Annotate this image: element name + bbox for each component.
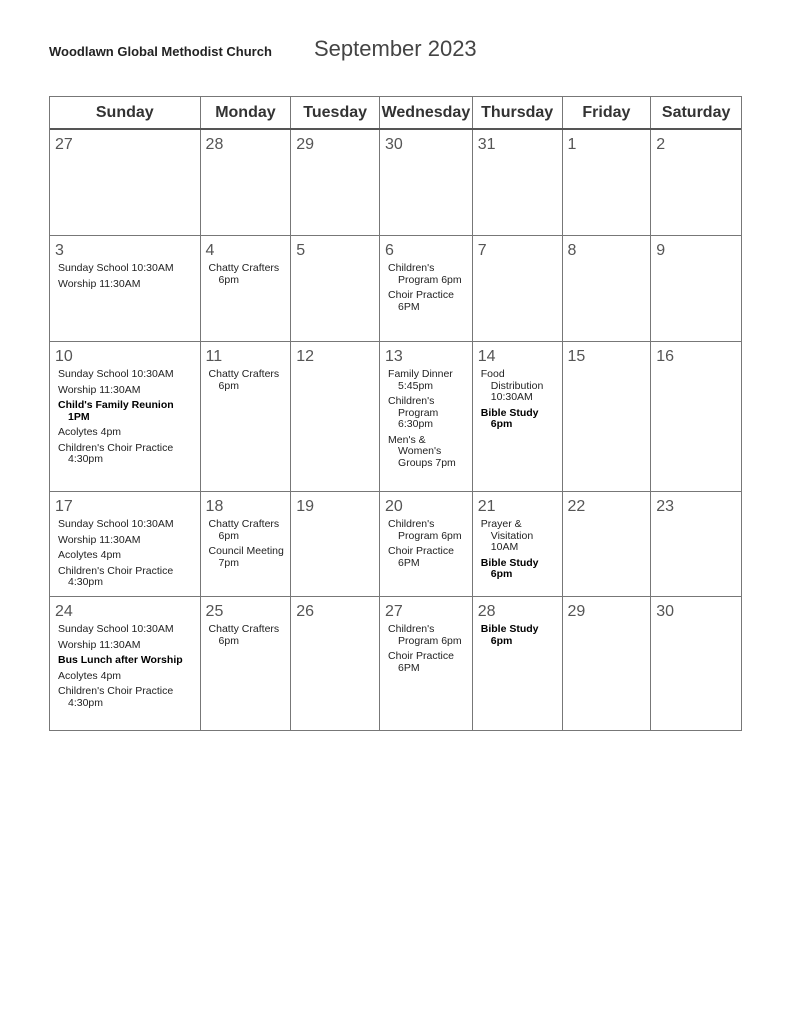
organization-name: Woodlawn Global Methodist Church [49, 44, 272, 59]
calendar-event: Prayer & Visitation 10AM [480, 518, 534, 553]
day-number: 25 [205, 603, 224, 620]
day-number: 10 [55, 348, 73, 365]
day-cell[interactable] [291, 492, 380, 596]
day-number: 17 [55, 498, 73, 515]
weekday-header-thursday: Thursday [473, 97, 563, 128]
day-cell[interactable] [473, 492, 563, 596]
day-number: 15 [567, 348, 586, 365]
day-cell[interactable] [291, 236, 380, 341]
calendar-event: Bible Study 6pm [480, 623, 539, 647]
day-cell[interactable] [380, 236, 473, 341]
calendar-event: Choir Practice 6PM [388, 289, 454, 313]
weekday-header-wednesday: Wednesday [380, 97, 473, 128]
day-cell[interactable] [291, 597, 380, 730]
day-cell[interactable] [50, 597, 201, 730]
day-number: 23 [656, 498, 675, 515]
day-cell[interactable] [291, 342, 380, 491]
day-number: 21 [477, 498, 496, 515]
calendar-event: Chatty Crafters 6pm [208, 623, 280, 647]
day-number: 30 [656, 603, 675, 620]
day-cell[interactable] [651, 597, 741, 730]
day-cell[interactable] [563, 492, 652, 596]
calendar-event: Acolytes 4pm [58, 549, 122, 561]
day-number: 18 [205, 498, 224, 515]
day-number: 8 [567, 242, 577, 259]
calendar-event: Bible Study 6pm [480, 556, 539, 580]
day-number: 27 [385, 603, 403, 620]
day-cell[interactable] [201, 597, 292, 730]
day-cell[interactable] [651, 236, 741, 341]
day-cell[interactable] [563, 342, 652, 491]
day-number: 27 [55, 136, 73, 153]
day-number: 29 [567, 603, 586, 620]
day-cell[interactable] [563, 130, 652, 235]
day-cell[interactable] [651, 342, 741, 491]
calendar-event: Chatty Crafters 6pm [208, 368, 280, 392]
calendar-event: Acolytes 4pm [58, 426, 122, 438]
calendar-event: Worship 11:30AM [58, 533, 141, 546]
day-cell[interactable] [473, 342, 563, 491]
calendar-event: Sunday School 10:30AM [58, 623, 174, 635]
day-number: 26 [296, 603, 315, 620]
day-cell[interactable] [50, 130, 201, 235]
calendar-grid [49, 96, 742, 731]
day-cell[interactable] [473, 597, 563, 730]
week-row [50, 342, 741, 492]
day-number: 6 [385, 242, 394, 259]
day-number: 28 [205, 136, 224, 153]
calendar-weeks [50, 130, 741, 730]
day-number: 9 [656, 242, 666, 259]
day-number: 4 [205, 242, 215, 259]
weekday-header-tuesday: Tuesday [291, 97, 380, 128]
calendar-event: Worship 11:30AM [58, 383, 141, 396]
day-cell[interactable] [380, 492, 473, 596]
weekday-header-monday: Monday [201, 97, 292, 128]
day-number: 29 [296, 136, 315, 153]
week-row [50, 597, 741, 730]
day-cell[interactable] [50, 342, 201, 491]
day-number: 14 [477, 348, 496, 365]
day-number: 2 [656, 136, 666, 153]
weekday-header-saturday: Saturday [661, 103, 731, 121]
day-number: 12 [296, 348, 315, 365]
day-number: 16 [656, 348, 675, 365]
calendar-event: Children's Choir Practice 4:30pm [58, 564, 174, 588]
calendar-event: Sunday School 10:30AM [58, 368, 174, 380]
calendar-event: Choir Practice 6PM [388, 545, 454, 569]
calendar-event: Food Distribution 10:30AM [480, 368, 544, 403]
calendar-event: Children's Choir Practice 4:30pm [58, 685, 174, 709]
calendar-event: Men's & Women's Groups 7pm [388, 433, 456, 469]
day-cell[interactable] [291, 130, 380, 235]
day-cell[interactable] [651, 492, 741, 596]
calendar-event: Worship 11:30AM [58, 277, 141, 290]
day-cell[interactable] [201, 492, 292, 596]
day-cell[interactable] [201, 130, 292, 235]
day-cell[interactable] [563, 597, 652, 730]
day-cell[interactable] [201, 236, 292, 341]
day-number: 11 [205, 348, 223, 365]
day-number: 19 [296, 498, 315, 515]
day-number: 1 [567, 136, 577, 153]
calendar-event: Acolytes 4pm [58, 669, 122, 682]
day-number: 7 [477, 242, 487, 259]
calendar-event: Sunday School 10:30AM [58, 518, 174, 530]
week-row [50, 236, 741, 342]
day-cell[interactable] [380, 597, 473, 730]
month-title: September 2023 [314, 36, 477, 61]
week-row [50, 492, 741, 597]
day-number: 13 [385, 348, 403, 365]
calendar-event: Worship 11:30AM [58, 638, 141, 651]
calendar-event: Children's Program 6pm [388, 262, 462, 286]
day-cell[interactable] [563, 236, 652, 341]
calendar-event: Child's Family Reunion 1PM [58, 399, 174, 423]
calendar-event: Bible Study 6pm [480, 406, 539, 430]
weekday-header-row [50, 97, 741, 130]
weekday-header-friday: Friday [563, 97, 652, 128]
day-number: 28 [477, 603, 496, 620]
day-number: 30 [385, 136, 403, 153]
day-number: 31 [477, 136, 496, 153]
weekday-header-sunday: Sunday [50, 97, 201, 128]
calendar-event: Family Dinner 5:45pm [388, 368, 453, 392]
calendar-event: Council Meeting 7pm [208, 545, 284, 569]
calendar-event: Sunday School 10:30AM [58, 262, 174, 274]
day-number: 22 [567, 498, 586, 515]
calendar-event: Children's Program 6pm [388, 623, 462, 647]
day-cell[interactable] [201, 342, 292, 491]
day-cell[interactable] [50, 492, 201, 596]
calendar-event: Chatty Crafters 6pm [208, 518, 280, 542]
calendar-event: Chatty Crafters 6pm [208, 262, 280, 286]
calendar-event: Children's Program 6pm [388, 518, 462, 542]
calendar-event: Bus Lunch after Worship [58, 654, 183, 666]
day-cell[interactable] [380, 130, 473, 235]
calendar-event: Choir Practice 6PM [388, 650, 454, 674]
calendar-event: Children's Program 6:30pm [388, 395, 439, 430]
day-number: 20 [385, 498, 403, 515]
day-cell[interactable] [50, 236, 201, 341]
day-cell[interactable] [651, 130, 741, 235]
day-cell[interactable] [380, 342, 473, 491]
day-cell[interactable] [473, 236, 563, 341]
day-number: 3 [55, 242, 64, 259]
calendar-event: Children's Choir Practice 4:30pm [58, 441, 174, 465]
day-number: 5 [296, 242, 306, 259]
day-cell[interactable] [473, 130, 563, 235]
week-row [50, 130, 741, 236]
day-number: 24 [55, 603, 73, 620]
